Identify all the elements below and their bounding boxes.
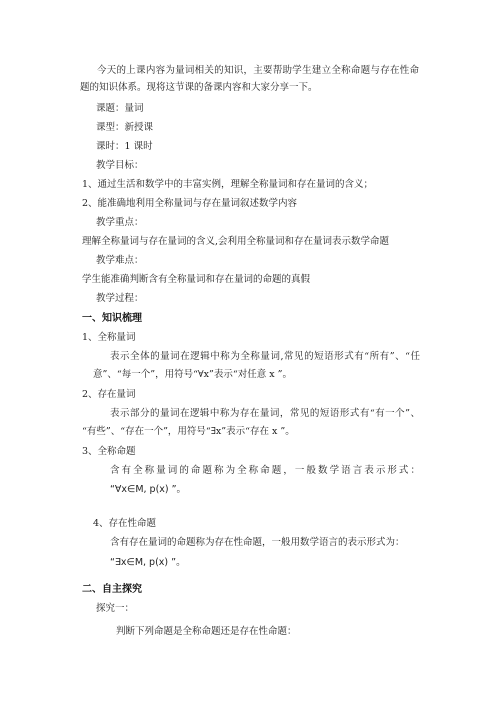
item-formula: “∀x∈M, p(x) ”。	[110, 484, 187, 495]
item-text-line: 含有全称量词的命题称为全称命题，一般数学语言表示形式：	[110, 465, 420, 476]
lesson-topic: 课题：量词	[96, 103, 144, 114]
difficulty-text: 学生能准确判断含有全称量词和存在量词的命题的真假	[82, 274, 311, 285]
objective-item: 2、能准确地利用全称量词与存在量词叙述数学内容	[82, 198, 298, 209]
process-heading: 教学过程：	[96, 293, 144, 304]
item-text-line: 表示全体的量词在逻辑中称为全称量词,常见的短语形式有“所有”、“任	[110, 351, 420, 362]
objective-item: 1、通过生活和数学中的丰富实例，理解全称量词和存在量词的含义；	[82, 179, 374, 190]
lesson-hours: 课时：1 课时	[96, 141, 153, 152]
explore-label: 探究一：	[96, 603, 135, 614]
item-formula: “∃x∈M, p(x) ”。	[110, 557, 186, 568]
item-label: 4、存在性命题	[93, 518, 157, 529]
item-text-line: 表示部分的量词在逻辑中称为存在量词，常见的短语形式有“有一个”、	[110, 408, 420, 419]
explore-task: 判断下列命题是全称命题还是存在性命题：	[116, 626, 297, 637]
focus-heading: 教学重点：	[96, 217, 144, 228]
section-1-title: 一、知识梳理	[82, 313, 142, 324]
item-label: 2、存在量词	[82, 389, 136, 400]
difficulty-heading: 教学难点：	[96, 255, 144, 266]
item-label: 1、全称量词	[82, 332, 136, 343]
section-2-title: 二、自主探究	[82, 584, 142, 595]
item-label: 3、全称命题	[82, 446, 136, 457]
lesson-type: 课型：新授课	[96, 122, 154, 133]
intro-line-1: 今天的上课内容为量词相关的知识，主要帮助学生建立全称命题与存在性命	[97, 65, 419, 76]
item-text-line: “有些”、“存在一个”，用符号“∃x”表示“存在 x ”。	[82, 426, 295, 437]
intro-line-2: 题的知识体系。现将这节课的备课内容和大家分享一下。	[80, 82, 318, 93]
focus-text: 理解全称量词与存在量词的含义,会利用全称量词和存在量词表示数学命题	[82, 236, 390, 247]
objectives-heading: 教学目标：	[96, 160, 144, 171]
item-text-line: 意”、“每一个”，用符号“∀x”表示“对任意 x ”。	[93, 369, 292, 380]
item-text-line: 含有存在量词的命题称为存在性命题，一般用数学语言的表示形式为：	[110, 537, 405, 548]
